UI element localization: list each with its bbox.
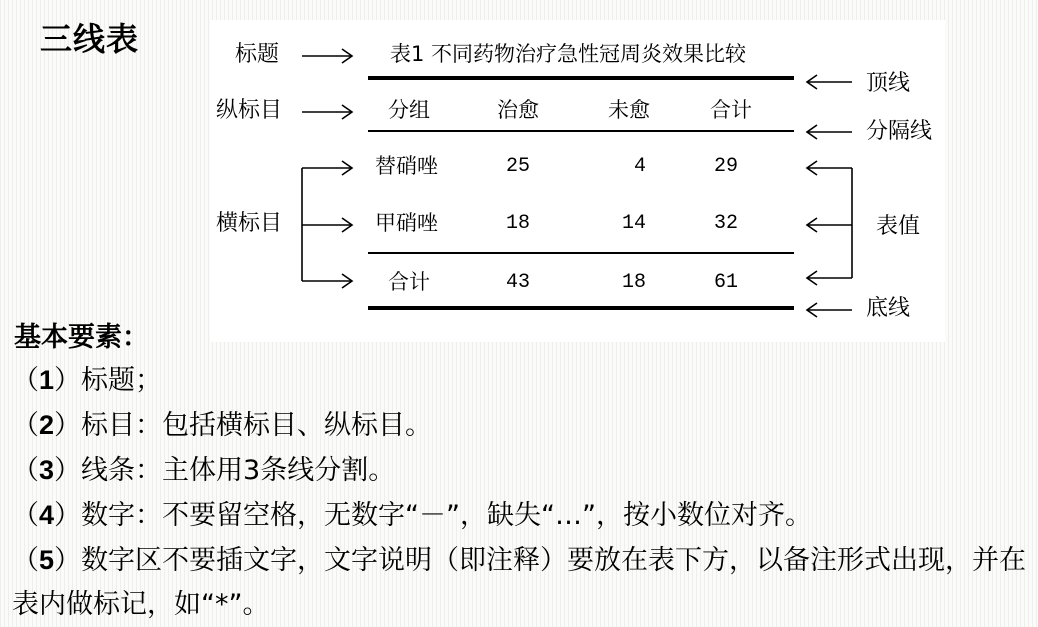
requirement-item: （5）数字区不要插文字，文字说明（即注释）要放在表下方，以备注形式出现，并在表内做标记，如“*”。 [12,545,1027,620]
requirement-number: 4 [39,500,55,530]
total-row-group: 合计 [388,270,430,294]
requirement-item: （1）标题； [12,365,163,396]
requirement-text: 线条：主体用3条线分割。 [81,455,396,486]
elements-heading: 基本要素： [14,322,149,353]
requirement-number: 5 [39,545,55,575]
header-cured: 治愈 [497,98,539,122]
header-group: 分组 [388,98,430,122]
total-row-total: 61 [714,271,739,294]
requirement-number: 2 [39,410,55,440]
values-bracket-icon [807,161,852,285]
title-label: 标题 [235,42,280,67]
requirement-text: 标目：包括横标目、纵标目。 [81,410,433,441]
row-1-group: 替硝唑 [375,154,438,178]
row-2-total: 32 [714,212,739,235]
three-line-table-diagram [210,20,945,342]
row-1-cured: 25 [506,155,531,178]
table-caption: 表1 不同药物治疗急性冠周炎效果比较 [390,42,747,66]
header-not-cured: 未愈 [608,98,650,122]
row-header-bracket-icon [302,161,352,288]
total-row-cured: 43 [506,271,531,294]
row-2-cured: 18 [506,212,531,235]
bottom-rule-label: 底线 [866,296,911,321]
row-1-total: 29 [714,155,739,178]
requirement-item: （2）标目：包括横标目、纵标目。 [12,410,433,441]
header-total: 合计 [710,98,752,122]
row-1-not-cured: 4 [634,155,647,178]
row-header-label: 横标目 [216,211,283,236]
column-header-label: 纵标目 [216,98,283,123]
requirement-item: （4）数字：不要留空格，无数字“－”，缺失“…”，按小数位对齐。 [12,500,812,531]
top-rule-arrow-icon [807,75,852,89]
requirement-text: 标题； [81,365,163,396]
slide-title: 三线表 [40,20,140,58]
column-header-arrow-icon [302,105,352,119]
bottom-rule-arrow-icon [807,303,852,317]
total-row-not-cured: 18 [622,271,647,294]
row-2-not-cured: 14 [622,212,647,235]
requirements-list [12,358,1032,627]
requirement-number: 1 [39,365,55,395]
requirement-text: 数字区不要插文字，文字说明（即注释）要放在表下方，以备注形式出现，并在表内做标记，如“*”。 [12,545,1027,620]
requirement-text: 数字：不要留空格，无数字“－”，缺失“…”，按小数位对齐。 [81,500,812,531]
separator-rule-label: 分隔线 [866,119,933,144]
row-2-group: 甲硝唑 [375,211,438,235]
values-label: 表值 [876,214,921,239]
requirement-number: 3 [39,455,55,485]
annotation-arrows [210,20,945,342]
title-arrow-icon [302,49,352,63]
separator-rule-arrow-icon [807,125,852,139]
requirement-item: （3）线条：主体用3条线分割。 [12,455,396,486]
top-rule-label: 顶线 [866,71,911,96]
